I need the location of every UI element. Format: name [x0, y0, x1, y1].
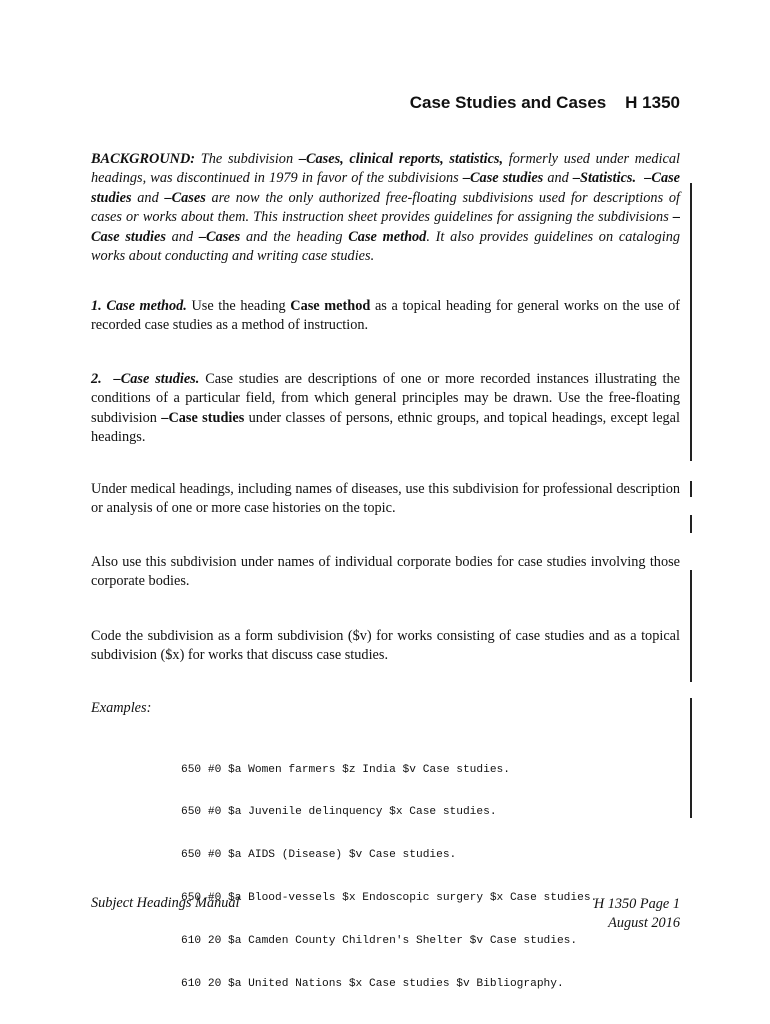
- background-bold-term: –Cases: [198, 228, 241, 245]
- background-bold-term: –Case studies: [91, 170, 681, 206]
- background-text: are now the only authorized free-floating subdivisions used for descriptions of cases or works about them. This instruction sheet provides guidelines for assigning the subdivisions: [91, 189, 680, 226]
- revision-bar: [690, 570, 692, 682]
- examples-label: Examples:: [91, 700, 152, 716]
- section-1-paragraph: [91, 297, 680, 336]
- example-line: 650 #0 $a Blood-vessels $x Endoscopic surgery $x Case studies.: [181, 892, 598, 905]
- footer-page-info: [594, 895, 680, 934]
- example-line: 650 #0 $a Women farmers $z India $v Case studies.: [181, 763, 510, 776]
- footer-manual-title: Subject Headings Manual: [91, 895, 240, 911]
- medical-headings-paragraph: Under medical headings, including names of diseases, use this subdivision for professional description or analysis of one or more case histories on the topic.: [91, 481, 680, 517]
- revision-bar: [690, 698, 692, 818]
- revision-bar: [690, 515, 692, 533]
- background-bold-term: Case method: [348, 228, 427, 245]
- section-1-text: as a topical heading for general works on the use of recorded case studies as a method of instruction.: [91, 298, 680, 334]
- footer-date: August 2016: [608, 915, 680, 932]
- section-2-bold-term: –Case studies: [161, 409, 245, 426]
- example-line: 610 20 $a United Nations $x Case studies $v Bibliography.: [181, 978, 564, 991]
- background-text: and: [543, 170, 573, 187]
- background-text: and the heading: [240, 228, 349, 245]
- background-text: and: [131, 189, 165, 206]
- background-bold-term: –Case studies: [91, 209, 680, 245]
- page-header: [410, 93, 680, 113]
- background-text: The subdivision: [195, 151, 299, 167]
- example-line: 650 #0 $a Juvenile delinquency $x Case studies.: [181, 806, 497, 819]
- section-2-text: Case studies are descriptions of one or more recorded instances illustrating the conditions of a particular field, from which general principles may be drawn. Use the free-floating subdivision: [91, 371, 680, 426]
- section-1-label: 1. Case method.: [91, 298, 187, 314]
- background-paragraph: [91, 150, 680, 266]
- background-text: . It also provides guidelines on cataloging works about conducting and writing case studies.: [91, 228, 681, 265]
- coding-paragraph: Code the subdivision as a form subdivision ($v) for works consisting of case studies and as a topical subdivision ($x) for works that discuss case studies.: [91, 628, 680, 664]
- corporate-bodies-paragraph: Also use this subdivision under names of individual corporate bodies for case studies involving those corporate bodies.: [91, 554, 680, 590]
- background-text: formerly used under medical headings, was discontinued in 1979 in favor of the subdivisions: [91, 151, 680, 187]
- section-1-text: Use the heading: [186, 298, 291, 314]
- section-2-label: 2. –Case studies.: [91, 371, 200, 387]
- footer-page-number: H 1350 Page 1: [593, 896, 680, 912]
- background-bold-term: –Cases: [164, 189, 206, 206]
- header-code: H 1350: [625, 93, 680, 112]
- section-1-bold-term: Case method: [290, 298, 371, 314]
- background-text: and: [165, 228, 199, 245]
- revision-bar: [690, 481, 692, 497]
- example-line: 610 20 $a Camden County Children's Shelter $v Case studies.: [181, 935, 578, 948]
- background-bold-term: –Statistics.: [572, 170, 637, 187]
- section-2-text: under classes of persons, ethnic groups, and topical headings, except legal headings.: [91, 409, 681, 446]
- example-line: 650 #0 $a AIDS (Disease) $v Case studies.: [181, 849, 457, 862]
- header-title: Case Studies and Cases: [409, 93, 607, 112]
- background-label: BACKGROUND:: [91, 151, 196, 167]
- revision-bar: [690, 183, 692, 461]
- examples-code-block: [181, 734, 597, 1020]
- background-bold-term: –Case studies: [462, 170, 544, 187]
- background-bold-term: –Cases, clinical reports, statistics,: [298, 151, 504, 167]
- section-2-paragraph: [91, 370, 680, 448]
